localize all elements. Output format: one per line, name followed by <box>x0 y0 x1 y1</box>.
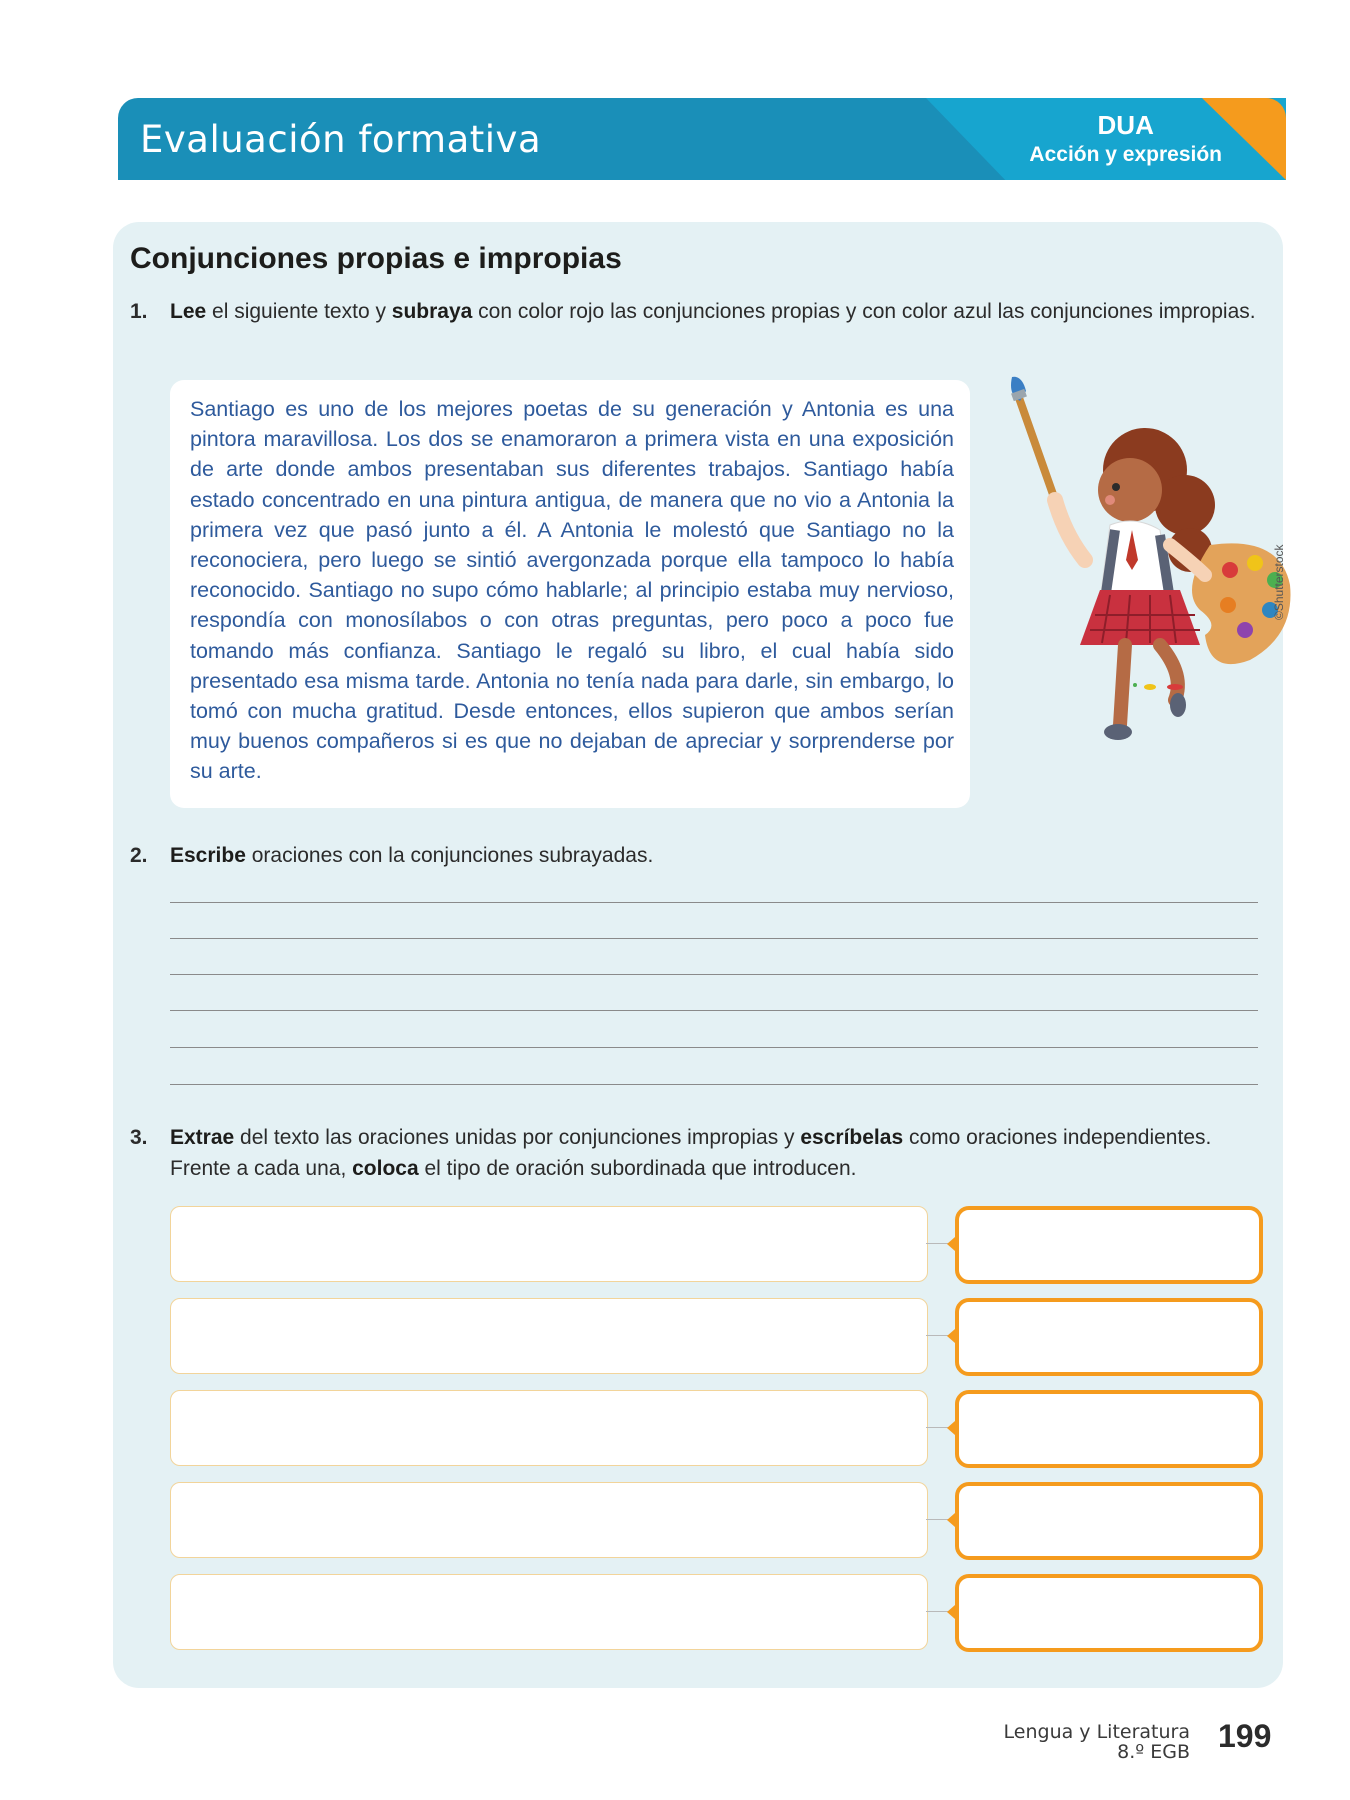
dua-title: DUA <box>1097 110 1154 140</box>
writing-line[interactable] <box>170 1010 1258 1011</box>
footer-grade: 8.º EGB <box>1117 1741 1190 1763</box>
sentence-answer-box[interactable] <box>170 1482 928 1558</box>
verb: Lee <box>170 300 207 323</box>
subordinate-type-box[interactable] <box>955 1574 1263 1652</box>
sentence-answer-box[interactable] <box>170 1574 928 1650</box>
footer-subject: Lengua y Literatura <box>1003 1721 1190 1743</box>
instruction-text: el siguiente texto y <box>206 300 392 323</box>
verb: escríbelas <box>800 1126 904 1149</box>
question-text <box>170 1122 1260 1184</box>
page-number: 199 <box>1218 1718 1272 1754</box>
writing-line[interactable] <box>170 1084 1258 1085</box>
question-text <box>170 296 1260 327</box>
verb: subraya <box>391 300 473 323</box>
instruction-text: oraciones con la conjunciones subrayadas. <box>245 844 654 867</box>
instruction-text: del texto las oraciones unidas por conjunciones impropias y <box>234 1126 801 1149</box>
writing-line[interactable] <box>170 1047 1258 1048</box>
question-number: 3. <box>130 1126 148 1149</box>
girl-painter-illustration <box>1000 375 1300 805</box>
sentence-answer-box[interactable] <box>170 1390 928 1466</box>
verb: coloca <box>352 1157 419 1180</box>
question-number: 1. <box>130 300 148 323</box>
instruction-text: con color rojo las conjunciones propias y con color azul las conjunciones impropias. <box>472 300 1256 323</box>
subordinate-type-box[interactable] <box>955 1482 1263 1560</box>
image-credit: ©Shutterstock <box>1272 544 1286 620</box>
footer-info <box>1004 1722 1190 1762</box>
verb: Escribe <box>170 844 246 867</box>
writing-line[interactable] <box>170 938 1258 939</box>
sentence-answer-box[interactable] <box>170 1206 928 1282</box>
reading-box <box>170 380 970 808</box>
question-number: 2. <box>130 844 148 867</box>
question-text <box>170 840 1260 871</box>
subordinate-type-box[interactable] <box>955 1298 1263 1376</box>
page-title: Evaluación formativa <box>140 118 542 161</box>
reading-text: Santiago es uno de los mejores poetas de su generación y Antonia es una pintora maravillosa. Los dos se enamoraron a primera vista en una exposición de arte donde ambos presentaban sus diferentes trabajos. Santiago había estado concentrado en una pintura antigua, de manera que no vio a Antonia la primera vez que pasó junto a él. A Antonia le molestó que Santiago no la reconociera, pero luego se sintió avergonzada porque ella tampoco lo había reconocido. Santiago no supo cómo hablarle; al principio estaba muy nervioso, respondía con monosílabos o con otras preguntas, pero poco a poco fue tomando más confianza. Santiago le regaló su libro, el cual había sido presentado esa misma tarde. Antonia no tenía nada para darle, sin embargo, lo tomó con mucha gratitud. Desde entonces, ellos supieron que ambos serían muy buenos compañeros si es que no dejaban de apreciar y sorprenderse por su arte. <box>190 397 954 784</box>
verb: Extrae <box>170 1126 235 1149</box>
subordinate-type-box[interactable] <box>955 1206 1263 1284</box>
sentence-answer-box[interactable] <box>170 1298 928 1374</box>
section-title: Conjunciones propias e impropias <box>130 242 622 275</box>
writing-line[interactable] <box>170 902 1258 903</box>
instruction-text: el tipo de oración subordinada que introducen. <box>418 1157 857 1180</box>
dua-label <box>1029 110 1222 167</box>
header-banner <box>118 98 1286 180</box>
dua-subtitle: Acción y expresión <box>1029 143 1222 166</box>
instruction-text: como oraciones independientes. Frente a cada una, <box>170 1126 1212 1180</box>
subordinate-type-box[interactable] <box>955 1390 1263 1468</box>
writing-line[interactable] <box>170 974 1258 975</box>
